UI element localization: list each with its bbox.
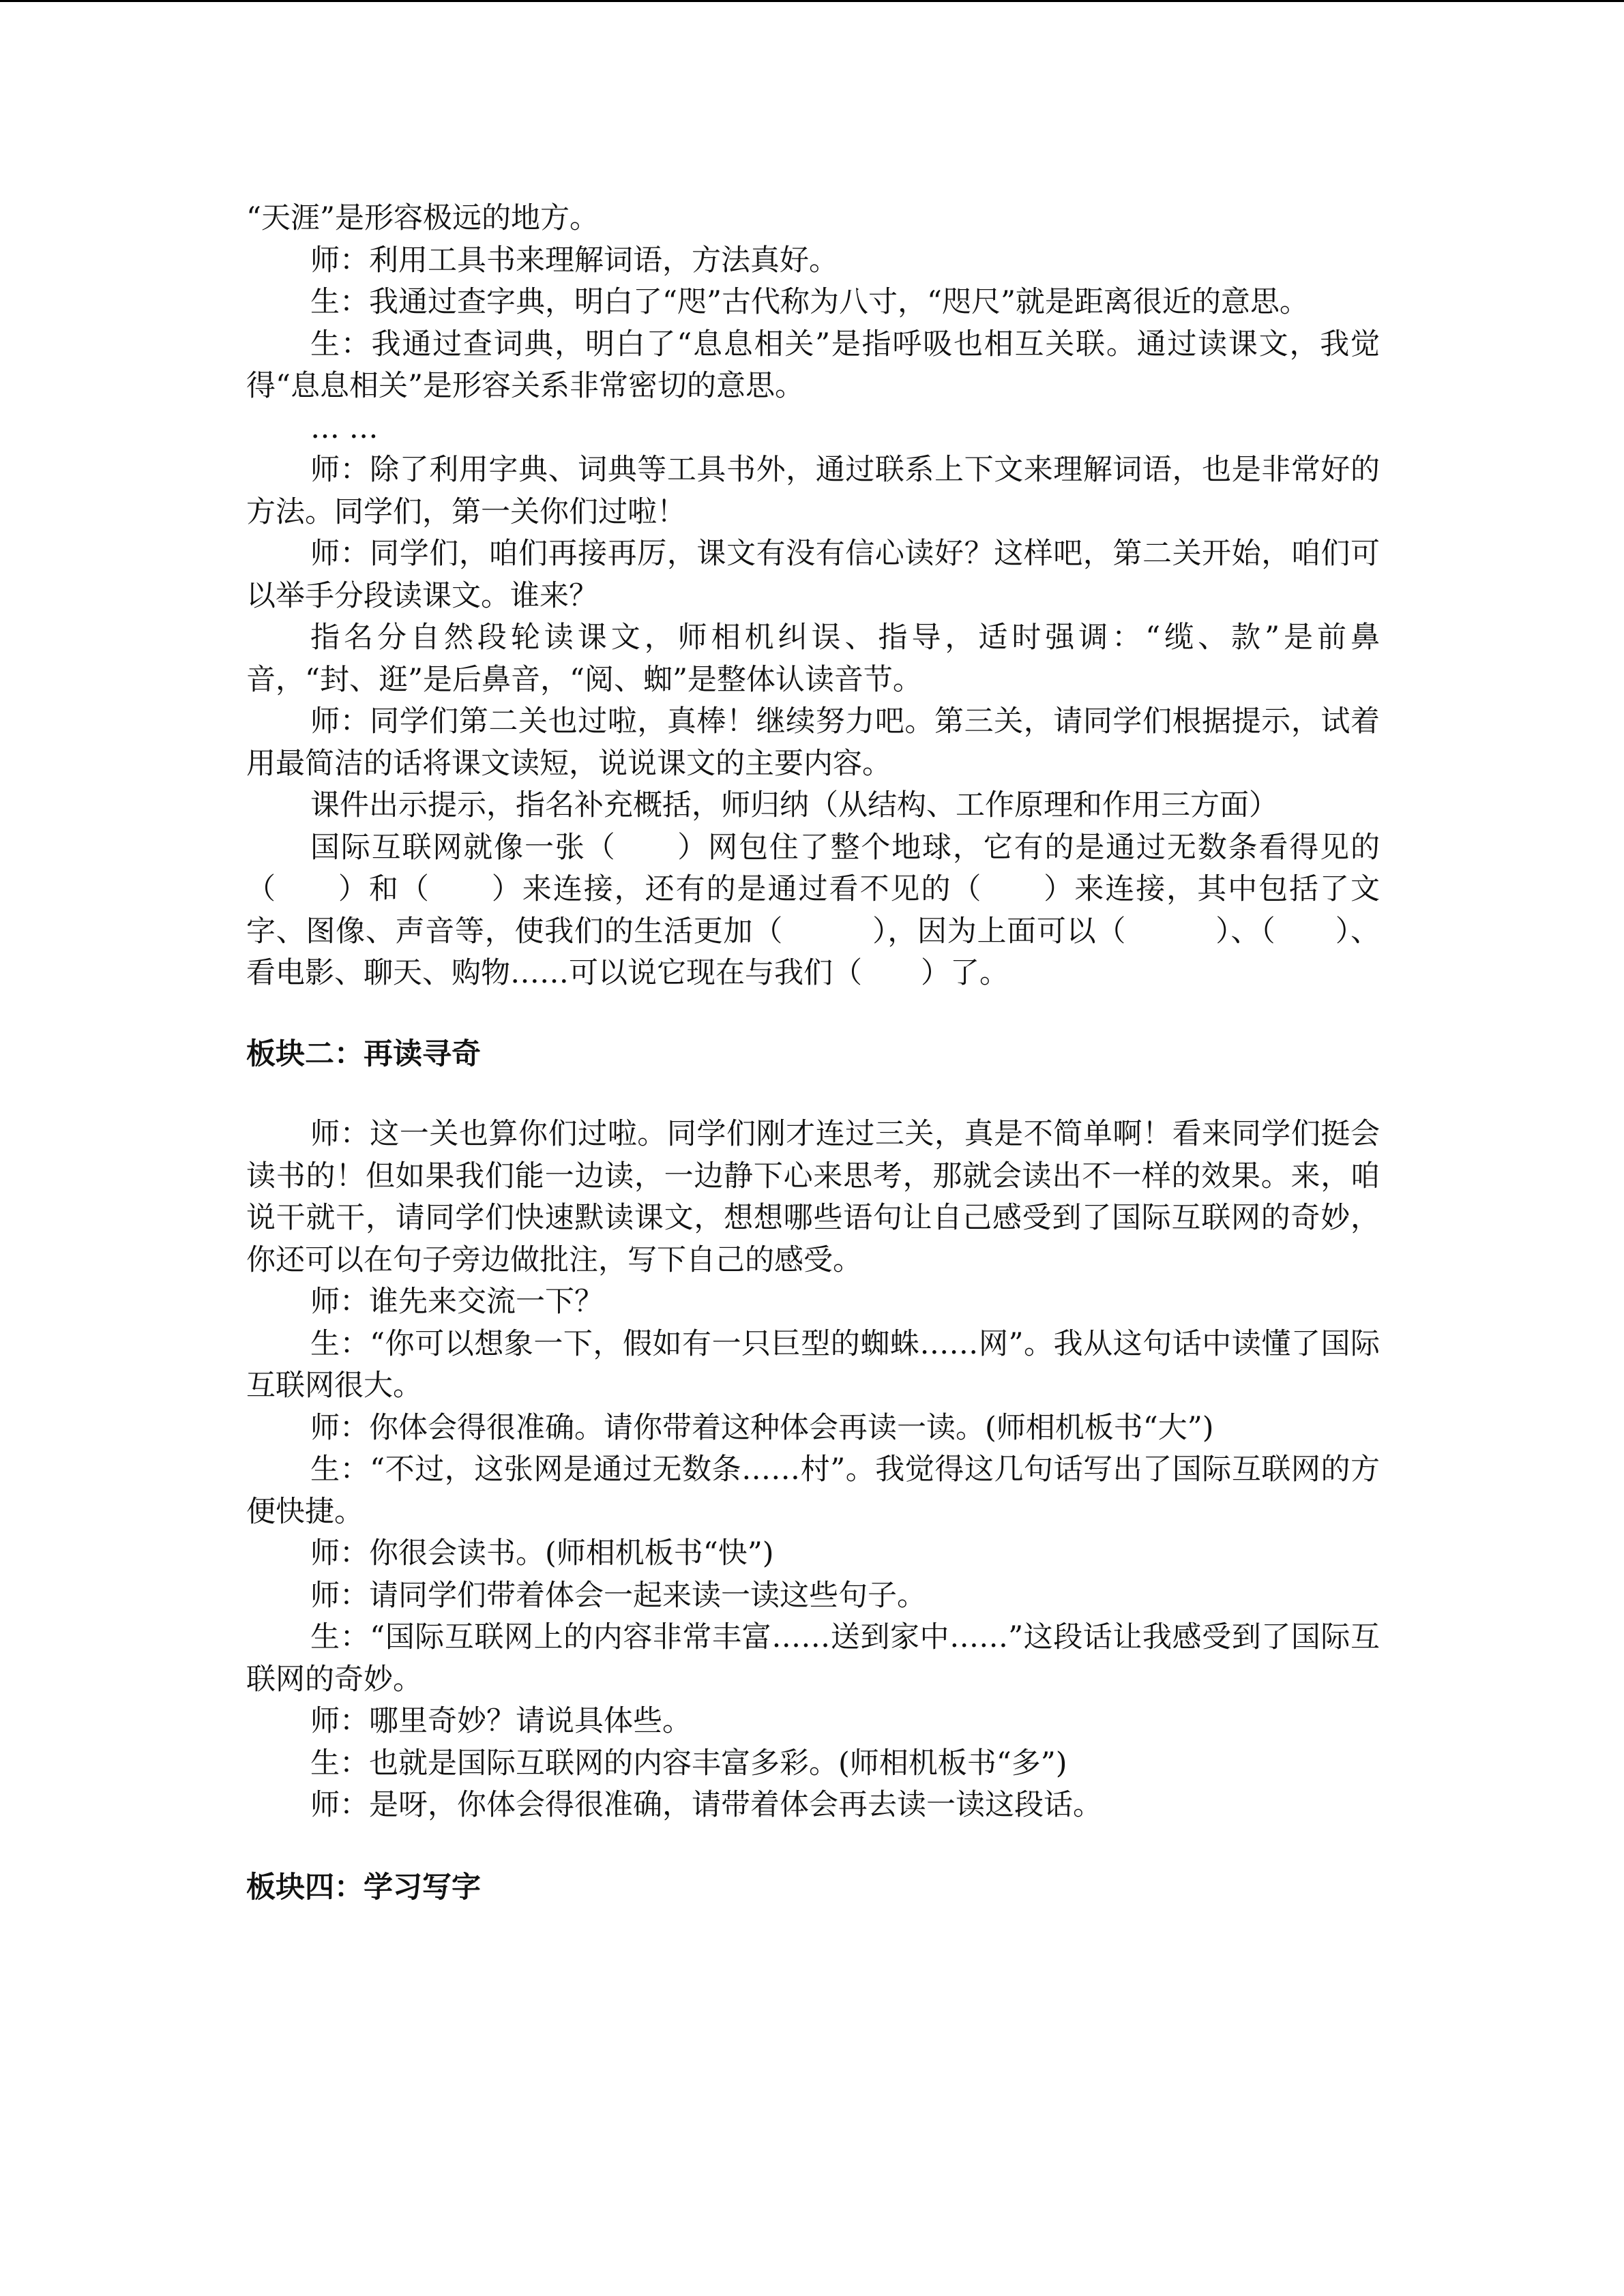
paragraph-teacher-reread: 师：是呀，你体会得很准确，请带着体会再去读一读这段话。 — [310, 1788, 1102, 1822]
paragraph-teacher-second-level: 师：同学们，咱们再接再厉，课文有没有信心读好？这样吧，第二关开始，咱们可以举手分段读课文。谁来？ — [246, 537, 1380, 613]
paragraph-teacher-big: 师：你体会得很准确。请你带着这种体会再读一读。(师相机板书“大”) — [310, 1410, 1214, 1445]
paragraph-teacher-tools: 师：利用工具书来理解词语，方法真好。 — [310, 243, 838, 278]
paragraph-student-zhichi: 生：我通过查字典，明白了“咫”古代称为八寸，“咫尺”就是距离很近的意思。 — [310, 285, 1309, 319]
section-heading-writing: 板块四：学习写字 — [246, 1870, 481, 1905]
page-top-border — [0, 0, 1624, 2]
paragraph-teacher-third-level: 师：同学们第二关也过啦，真棒！继续努力吧。第三关，请同学们根据提示，试着用最简洁的话将课文读短，说说课文的主要内容。 — [246, 704, 1380, 781]
paragraph-teacher-share: 师：谁先来交流一下？ — [310, 1285, 604, 1319]
paragraph-student-xixi: 生：我通过查词典，明白了“息息相关”是指呼吸也相互关联。通过读课文，我觉得“息息相关”是形容关系非常密切的意思。 — [246, 327, 1380, 403]
paragraph-ellipsis: … … — [310, 411, 379, 445]
paragraph-student-many: 生：也就是国际互联网的内容丰富多彩。(师相机板书“多”) — [310, 1746, 1067, 1780]
paragraph-tianya: “天涯”是形容极远的地方。 — [246, 201, 599, 235]
paragraph-student-content-rich: 生：“国际互联网上的内容非常丰富……送到家中……”这段话让我感受到了国际互联网的奇妙。 — [246, 1620, 1380, 1697]
paragraph-teacher-fast: 师：你很会读书。(师相机板书“快”) — [310, 1536, 774, 1570]
section-heading-reread: 板块二：再读寻奇 — [246, 1037, 481, 1071]
paragraph-reading-rotation: 指名分自然段轮读课文，师相机纠误、指导，适时强调：“缆、款”是前鼻音，“封、逛”是后鼻音，“阅、蜘”是整体认读音节。 — [246, 621, 1380, 697]
paragraph-teacher-specific: 师：哪里奇妙？请说具体些。 — [310, 1704, 692, 1738]
paragraph-courseware-hint: 课件出示提示，指名补充概括，师归纳（从结构、工作原理和作用三方面） — [310, 788, 1278, 822]
paragraph-student-spider: 生：“你可以想象一下，假如有一只巨型的蜘蛛……网”。我从这句话中读懂了国际互联网很大。 — [246, 1326, 1380, 1403]
paragraph-teacher-silent-reading: 师：这一关也算你们过啦。同学们刚才连过三关，真是不简单啊！看来同学们挺会读书的！但如果我们能一边读，一边静下心来思考，那就会读出不一样的效果。来，咱说干就干，请同学们快速默读课文，想想哪些语句让自己感受到了国际互联网的奇妙，你还可以在句子旁边做批注，写下自己的感受。 — [246, 1117, 1380, 1277]
paragraph-teacher-context: 师：除了利用字典、词典等工具书外，通过联系上下文来理解词语，也是非常好的方法。同学们，第一关你们过啦！ — [246, 453, 1380, 529]
document-page — [246, 198, 1380, 1909]
paragraph-student-fast: 生：“不过，这张网是通过无数条……村”。我觉得这几句话写出了国际互联网的方便快捷。 — [246, 1452, 1380, 1529]
paragraph-fill-in-blanks: 国际互联网就像一张（ ）网包住了整个地球，它有的是通过无数条看得见的（ ）和（ ）来连接，还有的是通过看不见的（ ）来连接，其中包括了文字、图像、声音等，使我们的生活更加（ ），因为上面可以（ ）、（ ）、看电影、聊天、购物……可以说它现在与我们（ ）了。 — [246, 830, 1380, 990]
paragraph-teacher-read-together: 师：请同学们带着体会一起来读一读这些句子。 — [310, 1578, 926, 1613]
